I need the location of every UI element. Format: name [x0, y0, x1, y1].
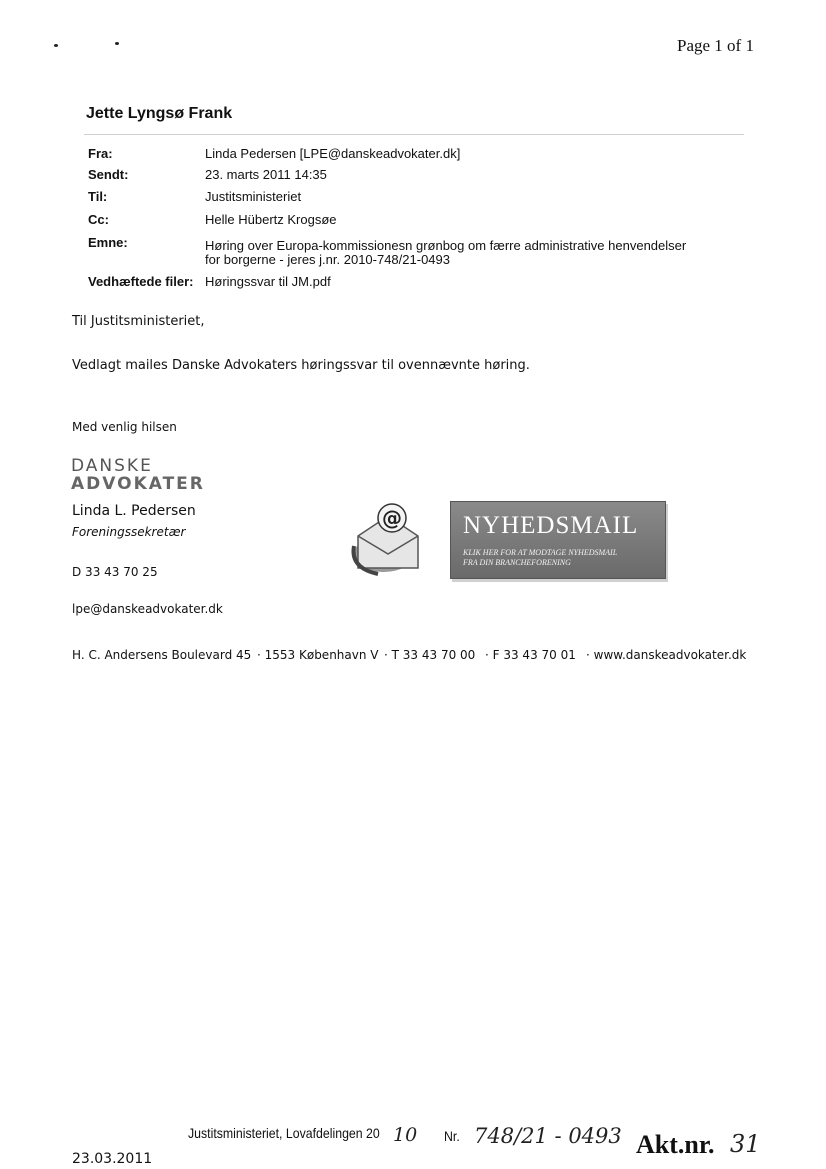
from-label: Fra:	[88, 146, 113, 161]
sent-value: 23. marts 2011 14:35	[205, 167, 327, 182]
scan-speck	[115, 42, 119, 45]
cc-value: Helle Hübertz Krogsøe	[205, 212, 337, 227]
newsletter-banner-line1: KLIK HER FOR AT MODTAGE NYHEDSMAIL	[463, 548, 618, 557]
newsletter-banner-title: NYHEDSMAIL	[463, 512, 639, 539]
scan-speck	[54, 44, 58, 47]
print-date: 23.03.2011	[72, 1151, 153, 1167]
stamp-nr-label: Nr.	[444, 1128, 460, 1144]
signature-name: Linda L. Pedersen	[72, 503, 196, 519]
attachments-label: Vedhæftede filer:	[88, 274, 194, 289]
attachment-file-link[interactable]: Høringssvar til JM.pdf	[205, 274, 331, 289]
signature-email-link[interactable]: lpe@danskeadvokater.dk	[72, 602, 223, 616]
subject-value-line2: for borgerne - jeres j.nr. 2010-748/21-0493	[205, 252, 450, 267]
mailbox-owner-name: Jette Lyngsø Frank	[86, 105, 233, 122]
to-value: Justitsministeriet	[205, 189, 302, 204]
closing: Med venlig hilsen	[72, 420, 177, 434]
logo-line-2: ADVOKATER	[71, 474, 205, 494]
logo-line-1: DANSKE	[71, 456, 153, 476]
body-paragraph: Vedlagt mailes Danske Advokaters høringssvar til ovennævnte høring.	[72, 358, 530, 373]
from-value: Linda Pedersen [LPE@danskeadvokater.dk]	[205, 146, 461, 161]
address-phone: · T 33 43 70 00	[384, 648, 476, 662]
address-street: H. C. Andersens Boulevard 45	[72, 648, 252, 662]
stamp-handwritten-year: 10	[393, 1124, 418, 1146]
page-number-label: Page 1 of 1	[677, 36, 754, 55]
signature-phone: D 33 43 70 25	[72, 565, 158, 579]
to-label: Til:	[88, 189, 108, 204]
newsletter-signup-banner[interactable]	[450, 501, 666, 579]
cc-label: Cc:	[88, 212, 109, 227]
signature-title: Foreningssekretær	[72, 525, 186, 539]
email-envelope-icon[interactable]	[348, 496, 432, 580]
newsletter-banner-line2: FRA DIN BRANCHEFORENING	[463, 558, 571, 567]
sent-label: Sendt:	[88, 167, 129, 182]
greeting: Til Justitsministeriet,	[72, 314, 205, 329]
subject-value-line1: Høring over Europa-kommissionesn grønbog om færre administrative henvendelser	[205, 238, 687, 253]
subject-label: Emne:	[88, 235, 128, 250]
address-fax: · F 33 43 70 01	[485, 648, 576, 662]
svg-text:@: @	[382, 506, 402, 530]
address-website-link[interactable]: · www.danskeadvokater.dk	[586, 648, 747, 662]
stamp-handwritten-number: 748/21 - 0493	[474, 1124, 622, 1148]
address-city: · 1553 København V	[257, 648, 379, 662]
stamp-department: Justitsministeriet, Lovafdelingen 20	[188, 1125, 380, 1141]
stamp-handwritten-akt-number: 31	[730, 1130, 761, 1158]
header-divider	[84, 134, 744, 135]
stamp-akt-label: Akt.nr.	[636, 1130, 715, 1159]
